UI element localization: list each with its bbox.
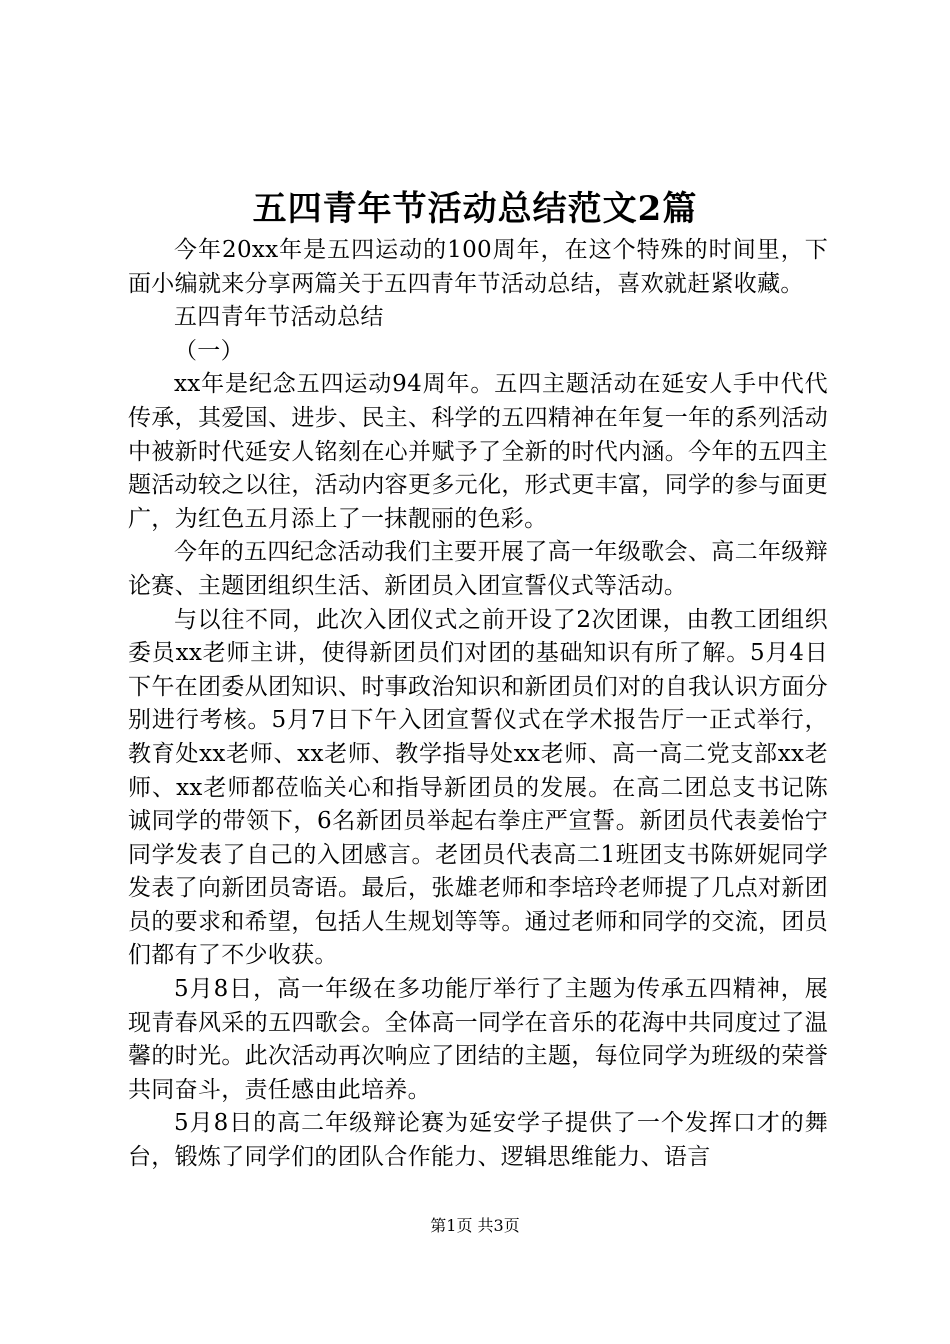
section-number: （一） <box>174 337 244 364</box>
body-paragraph: 与以往不同，此次入团仪式之前开设了2次团课，由教工团组织委员xx老师主讲，使得新团员们对团的基础知识有所了解。5月4日下午在团委从团知识、时事政治知识和新团员们对的自我认识方面分别进行考核。5月7日下午入团宣誓仪式在学术报告厅一正式举行，教育处xx老师、xx老师、教学指导处xx老师、高一高二党支部xx老师、xx老师都莅临关心和指导新团员的发展。在高二团总支书记陈诚同学的带领下，6名新团员举起右拳庄严宣誓。新团员代表姜怡宁同学发表了自己的入团感言。老团员代表高二1班团支书陈妍妮同学发表了向新团员寄语。最后，张雄老师和李培玲老师提了几点对新团员的要求和希望，包括人生规划等等。通过老师和同学的交流，团员们都有了不少收获。 <box>128 606 828 969</box>
body-paragraph: xx年是纪念五四运动94周年。五四主题活动在延安人手中代代传承，其爱国、进步、民主、科学的五四精神在年复一年的系列活动中被新时代延安人铭刻在心并赋予了全新的时代内涵。今年的五四主题活动较之以往，活动内容更多元化，形式更丰富，同学的参与面更广，为红色五月添上了一抹靓丽的色彩。 <box>128 371 828 532</box>
body-paragraph: 今年的五四纪念活动我们主要开展了高一年级歌会、高二年级辩论赛、主题团组织生活、新团员入团宣誓仪式等活动。 <box>128 539 828 599</box>
page-footer: 第1页 共3页 <box>430 1216 520 1235</box>
document-title: 五四青年节活动总结范文2篇 <box>252 189 698 229</box>
body-paragraph: 5月8日，高一年级在多功能厅举行了主题为传承五四精神，展现青春风采的五四歌会。全体高一同学在音乐的花海中共同度过了温馨的时光。此次活动再次响应了团结的主题，每位同学为班级的荣誉共同奋斗，责任感由此培养。 <box>128 976 828 1103</box>
section-heading: 五四青年节活动总结 <box>174 304 384 331</box>
document-body <box>128 234 828 1175</box>
intro-paragraph: 今年20xx年是五四运动的100周年，在这个特殊的时间里，下面小编就来分享两篇关于五四青年节活动总结，喜欢就赶紧收藏。 <box>128 237 828 297</box>
body-paragraph: 5月8日的高二年级辩论赛为延安学子提供了一个发挥口才的舞台，锻炼了同学们的团队合作能力、逻辑思维能力、语言 <box>128 1110 828 1171</box>
